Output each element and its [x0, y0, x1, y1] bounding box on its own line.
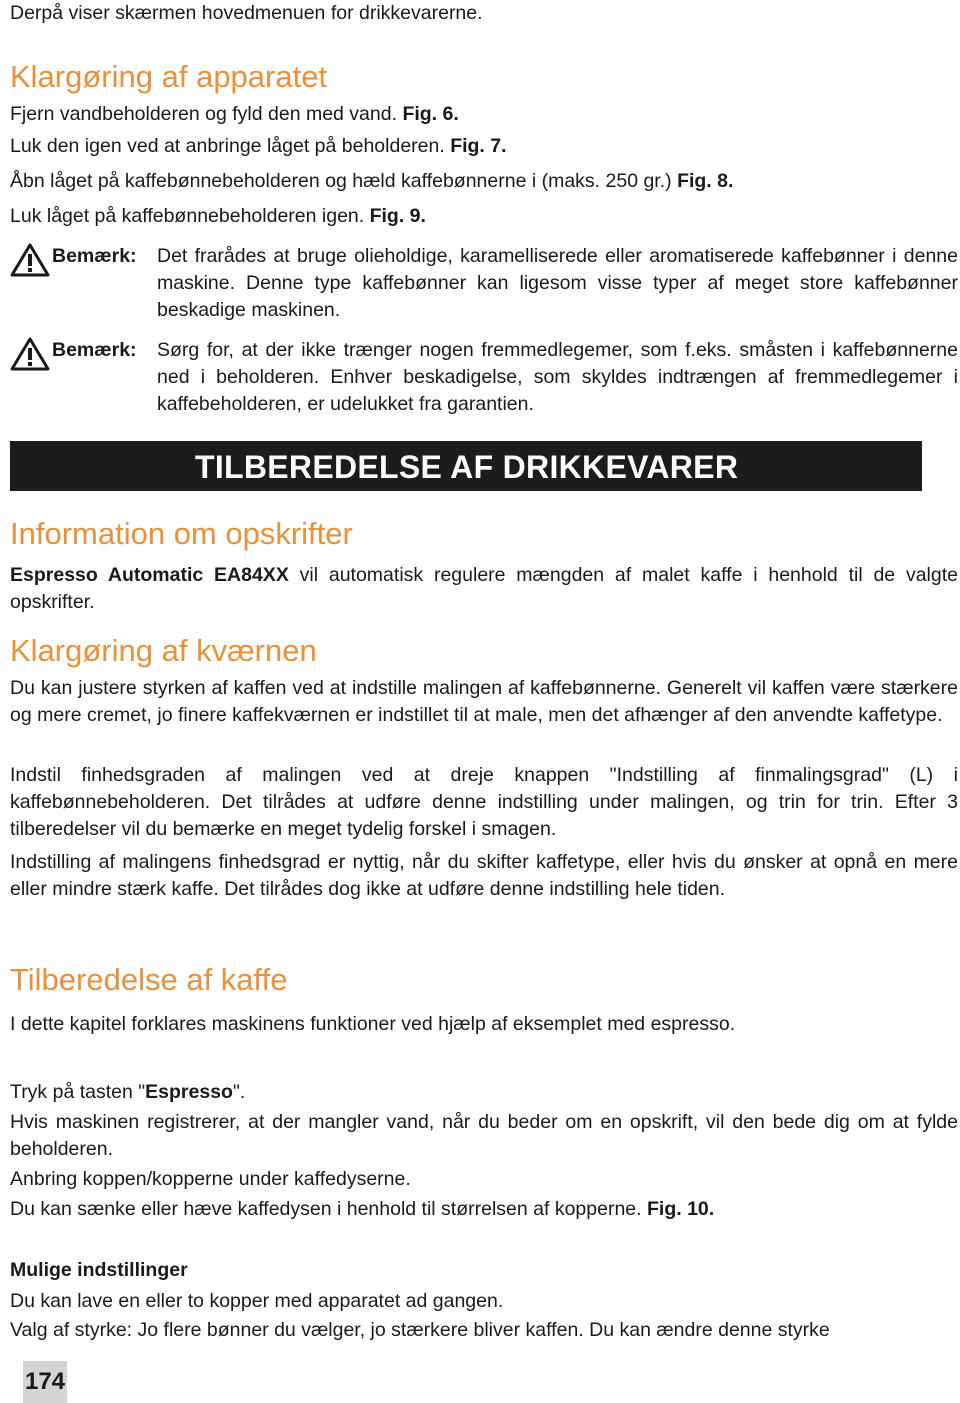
heading-klargoring-kvaernen: Klargøring af kværnen: [10, 633, 317, 668]
step-water-check: Hvis maskinen registrerer, at der mangler vand, når du beder om en opskrift, vil den bede dig om at fylde beholderen.: [10, 1111, 958, 1160]
step-line: Luk låget på kaffebønnebeholderen igen. Fig. 9.: [10, 205, 426, 227]
step-line: Åbn låget på kaffebønnebeholderen og hæld kaffebønnerne i (maks. 250 gr.) Fig. 8.: [10, 170, 734, 192]
settings-heading: Mulige indstillinger: [10, 1259, 188, 1281]
fig-ref: Fig. 7.: [450, 135, 507, 157]
step-adjust-spout: Du kan sænke eller hæve kaffedysen i henhold til størrelsen af kopperne. Fig. 10.: [10, 1198, 715, 1220]
warning-icon: [10, 337, 50, 371]
heading-klargoring-apparatet: Klargøring af apparatet: [10, 59, 328, 94]
section-banner: [10, 441, 922, 491]
step-line: Fjern vandbeholderen og fyld den med vand. Fig. 6.: [10, 103, 459, 125]
banner-title: TILBEREDELSE AF DRIKKEVARER: [195, 449, 739, 485]
note-label: Bemærk:: [52, 245, 137, 267]
fig-ref: Fig. 10.: [647, 1198, 715, 1220]
step-line: Luk den igen ved at anbringe låget på beholderen. Fig. 7.: [10, 135, 507, 157]
heading-information-opskrifter: Information om opskrifter: [10, 516, 353, 551]
settings-line: Valg af styrke: Jo flere bønner du vælger, jo stærkere bliver kaffen. Du kan ændre denne styrke: [10, 1319, 830, 1341]
note-label: Bemærk:: [52, 339, 137, 361]
note-foreign-objects: [10, 337, 958, 418]
note-text: Det frarådes at bruge olieholdige, karamelliserede eller aromatiserede kaffebønner i denne maskine. Denne type kaffebønner kan ligesom visse typer af meget store kaffebønner beskadige maskinen.: [157, 245, 958, 321]
recipes-text: Espresso Automatic EA84XX vil automatisk regulere mængden af malet kaffe i henhold til de valgte opskrifter.: [10, 564, 958, 613]
fig-ref: Fig. 8.: [677, 170, 734, 192]
note-text: Sørg for, at der ikke trænger nogen fremmedlegemer, som f.eks. småsten i kaffebønnerne ned i beholderen. Enhver beskadigelse, som skyldes indtrængen af fremmedlegemer i kaffebeholderen, er udelukket fra garantien.: [157, 339, 958, 415]
step-place-cups: Anbring koppen/kopperne under kaffedyserne.: [10, 1168, 411, 1190]
settings-line: Du kan lave en eller to kopper med apparatet ad gangen.: [10, 1290, 504, 1312]
grinder-paragraph: Indstilling af malingens finhedsgrad er nyttig, når du skifter kaffetype, eller hvis du ønsker at opnå en mere eller mindre stærk kaffe. Det tilrådes dog ikke at udføre denne indstilling hele tiden.: [10, 851, 958, 900]
note-oily-beans: [10, 243, 958, 324]
page-number: 174: [23, 1361, 67, 1403]
coffee-intro: I dette kapitel forklares maskinens funktioner ved hjælp af eksemplet med espresso.: [10, 1013, 736, 1035]
grinder-paragraph: Du kan justere styrken af kaffen ved at indstille malingen af kaffebønnerne. Generelt vil kaffen være stærkere og mere cremet, jo finere kaffekværnen er indstillet til at male, men det afhænger af den anvendte kaffetype.: [10, 677, 958, 726]
fig-ref: Fig. 6.: [402, 103, 459, 125]
fig-ref: Fig. 9.: [369, 205, 426, 227]
step-press-espresso: Tryk på tasten "Espresso".: [10, 1081, 246, 1103]
grinder-paragraph: Indstil finhedsgraden af malingen ved at dreje knappen "Indstilling af finmalingsgrad" (L) i kaffebønnebeholderen. Det tilrådes at udføre denne indstilling under malingen, og trin for trin. Efter 3 tilberedelser vil du bemærke en meget tydelig forskel i smagen.: [10, 764, 958, 840]
heading-tilberedelse-kaffe: Tilberedelse af kaffe: [10, 962, 288, 997]
intro-text: Derpå viser skærmen hovedmenuen for drikkevarerne.: [10, 2, 483, 24]
product-name: Espresso Automatic EA84XX: [10, 564, 289, 586]
espresso-key: Espresso: [145, 1081, 233, 1103]
warning-icon: [10, 243, 50, 277]
